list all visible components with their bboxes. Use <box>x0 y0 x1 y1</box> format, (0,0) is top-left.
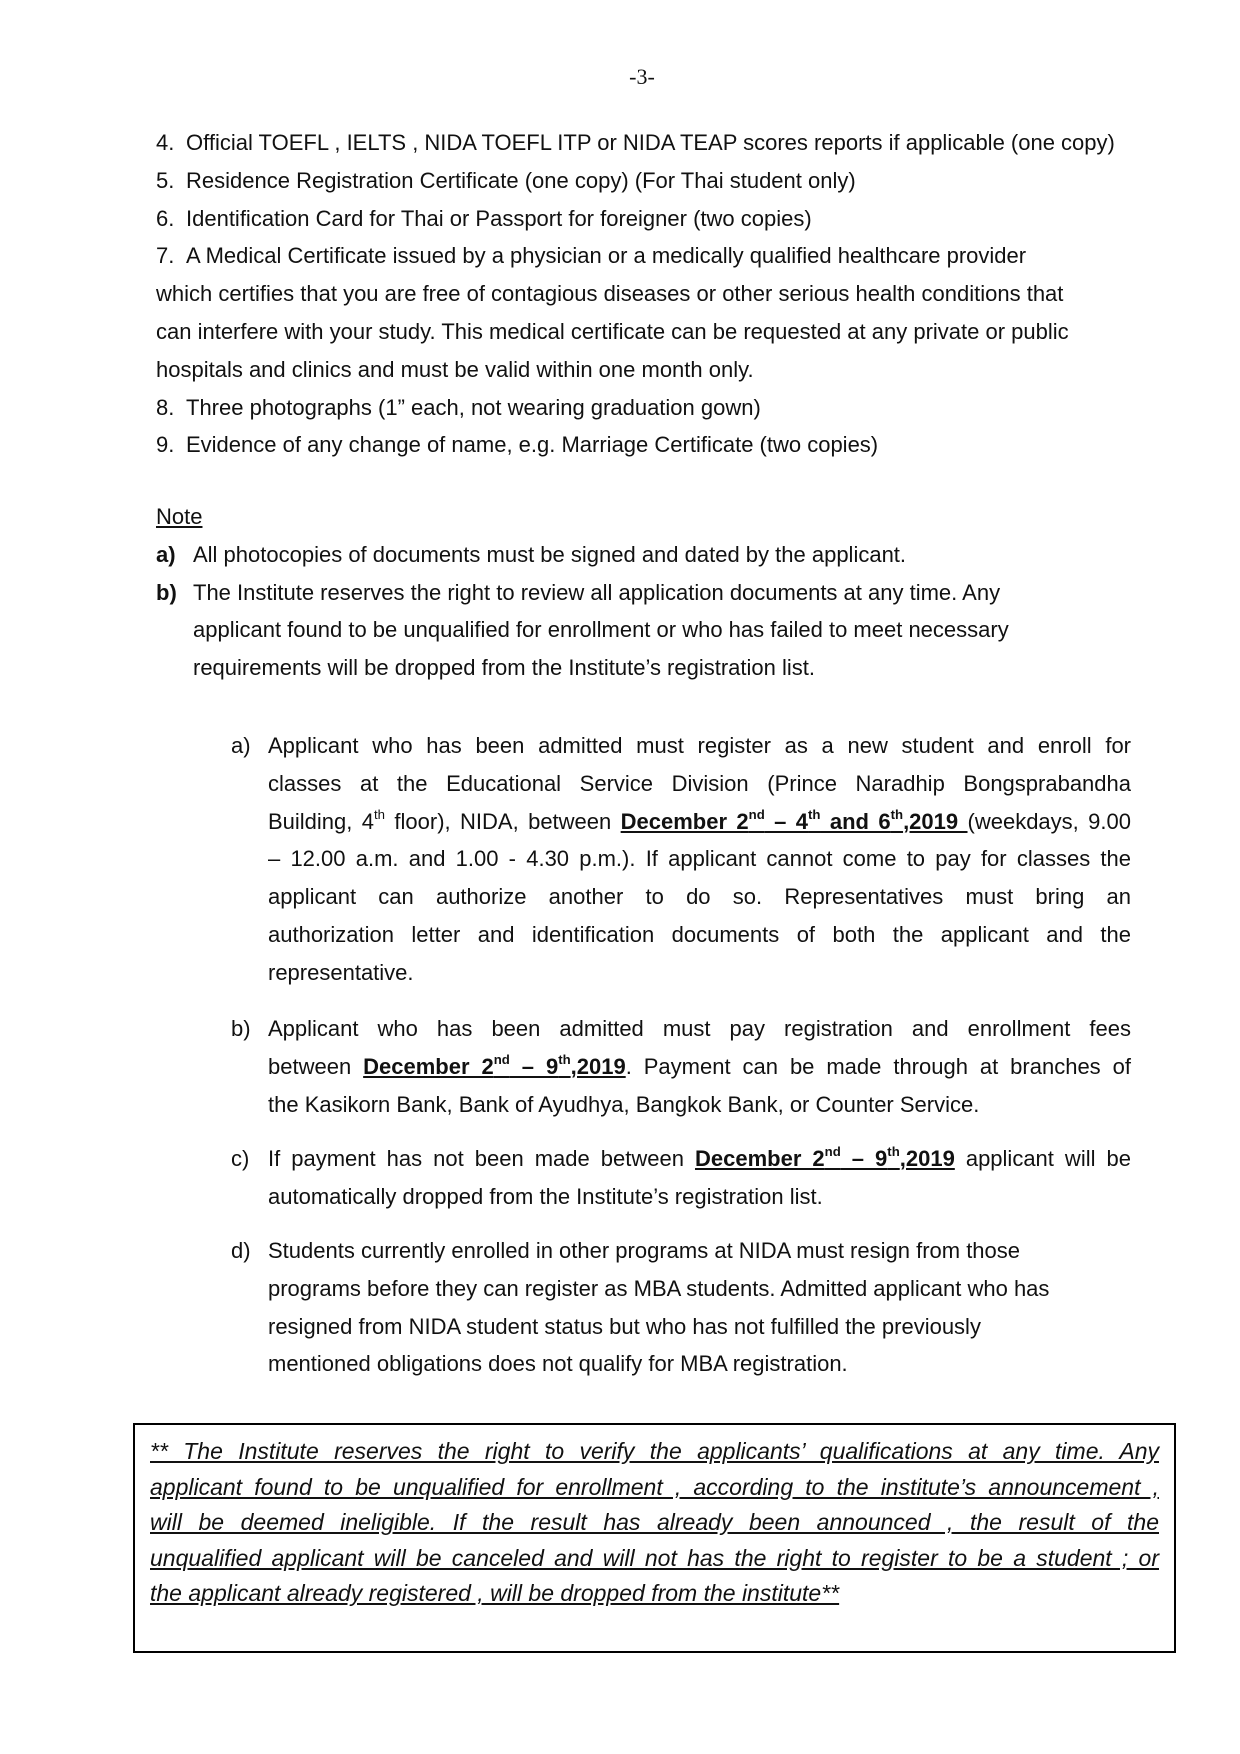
registration-text <box>268 1232 1131 1383</box>
document-item-5 <box>156 162 1156 200</box>
disclaimer-line: applicant found to be unqualified for enrollment , according to the institute’s announcement , <box>150 1473 1159 1500</box>
superscript: th <box>890 806 904 822</box>
date-part: ,2019 <box>899 1146 955 1171</box>
superscript: nd <box>493 1051 510 1067</box>
document-item-6 <box>156 200 1156 238</box>
item-text: Official TOEFL , IELTS , NIDA TOEFL ITP or NIDA TEAP scores reports if applicable (one copy) <box>186 130 1115 155</box>
registration-marker: c) <box>231 1146 250 1171</box>
superscript: nd <box>824 1144 841 1160</box>
superscript: th <box>887 1144 900 1160</box>
note-heading: Note <box>156 504 203 529</box>
item-number: 4. <box>156 130 175 155</box>
document-item-9 <box>156 426 1156 464</box>
text-segment: If payment has not been made between <box>268 1146 695 1171</box>
registration-line: authorization letter and identification documents of both the applicant and the <box>268 921 1131 947</box>
text-segment: floor), NIDA, between <box>385 808 621 834</box>
disclaimer-box <box>133 1423 1176 1653</box>
registration-marker: d) <box>231 1238 251 1263</box>
superscript: th <box>374 806 386 822</box>
date-part: – 9 <box>509 1053 559 1079</box>
item-text: Three photographs (1” each, not wearing graduation gown) <box>186 394 761 420</box>
registration-marker: b) <box>231 1016 251 1041</box>
item-number: 7. <box>156 243 175 269</box>
item-text: Identification Card for Thai or Passport for foreigner (two copies) <box>186 205 812 231</box>
date-part: December 2 <box>694 1146 825 1171</box>
note-first-line <box>156 574 1156 612</box>
note-marker: a) <box>156 541 176 567</box>
note-heading-line <box>156 498 1156 536</box>
registration-line: resigned from NIDA student status but who has not fulfilled the previously <box>268 1313 981 1339</box>
item-first-line <box>156 237 1156 275</box>
registration-item-c <box>231 1140 1131 1216</box>
registration-line: Applicant who has been admitted must register as a new student and enroll for <box>268 733 1131 758</box>
registration-line: representative. <box>268 959 414 985</box>
disclaimer-line: unqualified applicant will be canceled and will not has the right to register to be a student ; or <box>150 1544 1159 1571</box>
text-segment: between <box>268 1053 364 1079</box>
date-part: ,2019 <box>903 808 968 834</box>
item-number: 6. <box>156 205 175 231</box>
item-text: Residence Registration Certificate (one copy) (For Thai student only) <box>186 167 856 193</box>
item-number: 5. <box>156 167 175 193</box>
item-text: Evidence of any change of name, e.g. Marriage Certificate (two copies) <box>186 432 879 458</box>
registration-text <box>268 1010 1131 1123</box>
item-number: 9. <box>156 432 175 458</box>
registration-line: classes at the Educational Service Division (Prince Naradhip Bongsprabandha <box>268 770 1131 796</box>
registration-dates <box>620 806 968 834</box>
registration-marker: a) <box>231 733 251 758</box>
document-item-7 <box>156 237 1156 388</box>
registration-line: automatically dropped from the Institute’s registration list. <box>268 1183 823 1209</box>
registration-line: mentioned obligations does not qualify for MBA registration. <box>268 1351 848 1377</box>
note-text-continued: requirements will be dropped from the Institute’s registration list. <box>193 655 815 681</box>
registration-line: programs before they can register as MBA students. Admitted applicant who has <box>268 1275 1050 1301</box>
registration-line <box>268 1048 1131 1086</box>
registration-item-d <box>231 1232 1131 1383</box>
note-marker: b) <box>156 579 177 605</box>
date-part: December 2 <box>363 1053 494 1079</box>
date-part: – 9 <box>840 1146 888 1171</box>
text-segment: . Payment can be made through at branches of <box>625 1053 1131 1079</box>
registration-item-b <box>231 1010 1131 1123</box>
text-segment: applicant will be <box>954 1146 1131 1171</box>
note-item-a <box>156 536 1156 574</box>
text-segment: Building, 4 <box>268 808 375 834</box>
note-item-b <box>156 574 1156 687</box>
date-part: and 6 <box>820 808 891 834</box>
disclaimer-text <box>150 1434 1159 1612</box>
item-text: A Medical Certificate issued by a physician or a medically qualified healthcare provider <box>186 243 1027 269</box>
text-segment: (weekdays, 9.00 <box>967 808 1131 834</box>
superscript: th <box>808 806 821 822</box>
required-documents-list <box>156 124 1156 464</box>
registration-line: the Kasikorn Bank, Bank of Ayudhya, Bangkok Bank, or Counter Service. <box>268 1091 980 1117</box>
item-text-continued: can interfere with your study. This medical certificate can be requested at any private or public <box>156 318 1069 344</box>
disclaimer-line: ** The Institute reserves the right to verify the applicants’ qualifications at any time. Any <box>150 1438 1159 1464</box>
item-text-continued: which certifies that you are free of contagious diseases or other serious health conditions that <box>156 281 1064 307</box>
page-number: -3- <box>629 64 655 89</box>
registration-item-a <box>231 727 1131 992</box>
registration-line: Applicant who has been admitted must pay registration and enrollment fees <box>268 1016 1131 1041</box>
item-number: 8. <box>156 394 175 420</box>
registration-text <box>268 1140 1131 1216</box>
registration-line: Students currently enrolled in other programs at NIDA must resign from those <box>268 1238 1021 1263</box>
superscript: th <box>558 1051 571 1067</box>
note-text: All photocopies of documents must be signed and dated by the applicant. <box>193 541 907 567</box>
date-part: – 4 <box>764 808 809 834</box>
registration-line <box>268 803 1131 841</box>
disclaimer-line: will be deemed ineligible. If the result has already been announced , the result of the <box>150 1509 1159 1535</box>
registration-text <box>268 727 1131 992</box>
disclaimer-line: the applicant already registered , will be dropped from the institute** <box>150 1580 840 1606</box>
note-section <box>156 498 1156 687</box>
registration-dates <box>363 1051 626 1079</box>
registration-line: – 12.00 a.m. and 1.00 - 4.30 p.m.). If applicant cannot come to pay for classes the <box>268 846 1131 872</box>
note-text-continued: applicant found to be unqualified for enrollment or who has failed to meet necessary <box>193 617 1009 643</box>
note-text: The Institute reserves the right to review all application documents at any time. Any <box>193 579 1001 605</box>
registration-line <box>268 1140 1131 1178</box>
document-item-8 <box>156 389 1156 427</box>
date-part: ,2019 <box>570 1053 626 1079</box>
registration-dates <box>695 1146 955 1171</box>
registration-line: applicant can authorize another to do so. Representatives must bring an <box>268 884 1131 910</box>
item-text-continued: hospitals and clinics and must be valid within one month only. <box>156 356 754 382</box>
date-part: December 2 <box>620 808 749 834</box>
superscript: nd <box>748 806 765 822</box>
document-item-4 <box>156 124 1156 162</box>
